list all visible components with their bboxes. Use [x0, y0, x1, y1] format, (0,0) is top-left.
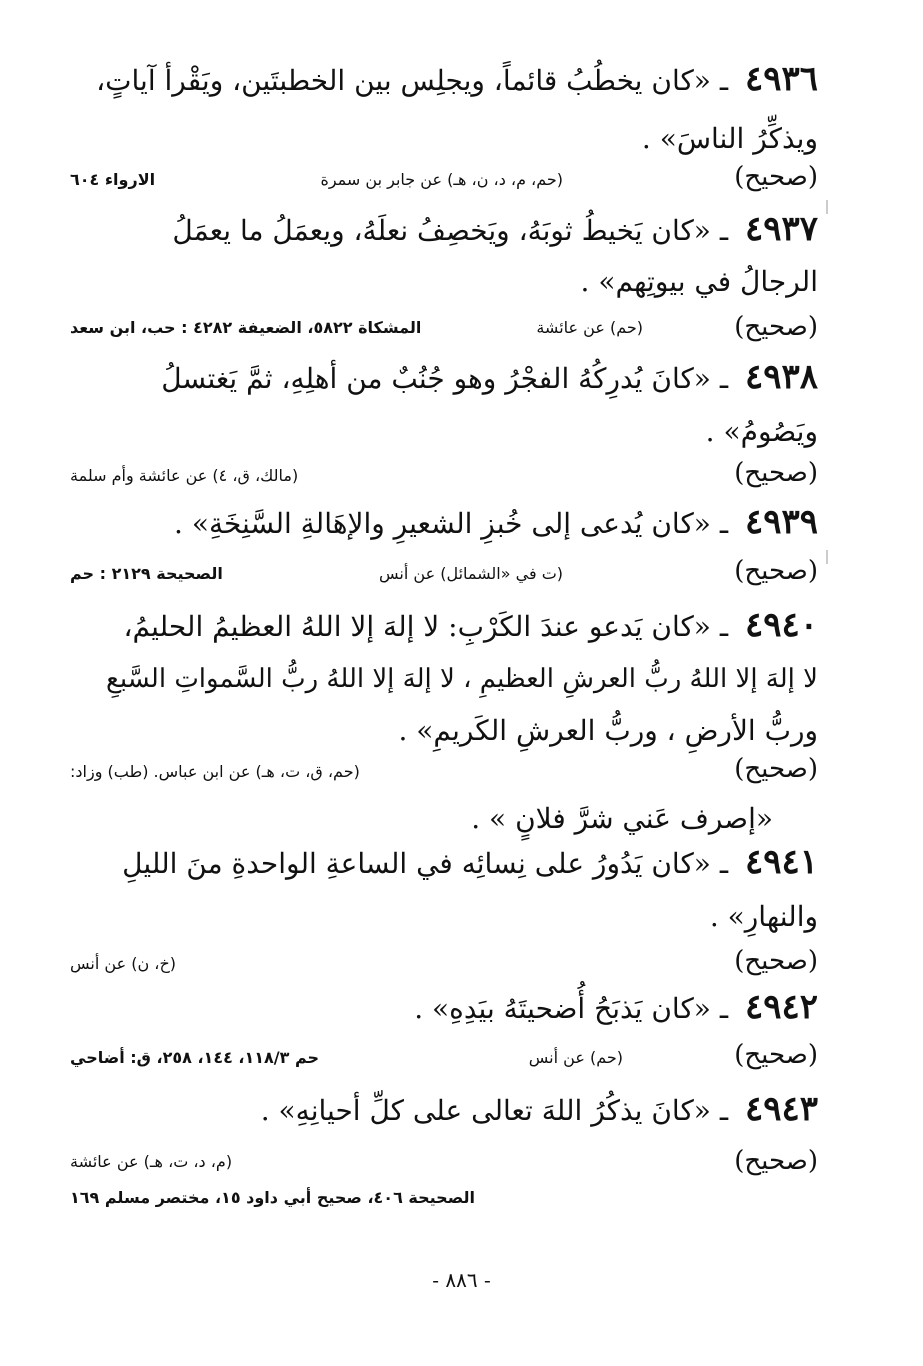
hadith-text: «كان يَدُورُ على نِسائِه في الساعةِ الواحدةِ منَ الليلِ: [122, 847, 711, 880]
hadith-number: ٤٩٤١: [744, 842, 818, 882]
hadith-text-continuation: الرجالُ في بيوتِهم» .: [580, 265, 818, 298]
hadith-text-continuation: لا إلهَ إلا اللهُ ربُّ العرشِ العظيمِ ، لا إلهَ إلا اللهُ ربُّ السَّمواتِ السَّبعِ: [106, 664, 818, 694]
hadith-number: ٤٩٣٦: [744, 59, 818, 99]
hadith-text-continuation: وربُّ الأرضِ ، وربُّ العرشِ الكَريمِ» .: [398, 714, 818, 747]
hadith-text: «كانَ يُدرِكُهُ الفجْرُ وهو جُنُبٌ من أهلِهِ، ثمَّ يَغتسلُ: [161, 362, 711, 395]
margin-mark: [826, 550, 828, 564]
grade-label: (صحيح): [734, 312, 818, 342]
page-number: - ٨٨٦ -: [432, 1268, 491, 1292]
hadith-text: «كان يَخيطُ ثوبَهُ، ويَخصِفُ نعلَهُ، ويعمَلُ ما يعمَلُ: [172, 214, 711, 247]
source-attribution: (حم، م، د، ن، هـ) عن جابر بن سمرة: [320, 170, 563, 189]
hadith-line: [103, 357, 818, 397]
hadith-addition: «إصرف عَني شرَّ فلانٍ » .: [471, 802, 773, 835]
references: حم ١١٨/٣، ١٤٤، ٢٥٨، ق: أضاحي: [70, 1048, 320, 1067]
hadith-separator: ـ: [710, 214, 729, 247]
references: الصحيحة ٤٠٦، صحيح أبي داود ١٥، مختصر مسلم ١٦٩: [70, 1188, 475, 1207]
hadith-text: «كان يخطُبُ قائماً، ويجلِس بين الخطبتَين، ويَقْرأ آياتٍ،: [96, 64, 711, 97]
source-attribution: (خ، ن) عن أنس: [70, 954, 177, 973]
hadith-text: «كانَ يذكُرُ اللهَ تعالى على كلِّ أحيانِهِ» .: [260, 1094, 711, 1127]
hadith-line: [103, 842, 818, 882]
hadith-number: ٤٩٤٢: [744, 987, 818, 1027]
grade-label: (صحيح): [734, 1040, 818, 1070]
hadith-text: «كان يَدعو عندَ الكَرْبِ: لا إلهَ إلا اللهُ العظيمُ الحليمُ،: [123, 610, 711, 643]
hadith-line: [103, 605, 818, 645]
source-attribution: (ت في «الشمائل) عن أنس: [379, 564, 563, 583]
grade-label: (صحيح): [734, 458, 818, 488]
source-attribution: (م، د، ت، هـ) عن عائشة: [70, 1152, 233, 1171]
hadith-number: ٤٩٤٣: [744, 1089, 818, 1129]
references: المشكاة ٥٨٢٢، الضعيفة ٤٢٨٢ : حب، ابن سعد: [70, 318, 422, 337]
hadith-separator: ـ: [710, 64, 729, 97]
hadith-line: [103, 1089, 818, 1129]
hadith-separator: ـ: [710, 507, 729, 540]
hadith-separator: ـ: [710, 362, 729, 395]
source-attribution: (حم) عن أنس: [528, 1048, 623, 1067]
source-attribution: (حم، ق، ت، هـ) عن ابن عباس. (طب) وزاد:: [70, 762, 360, 781]
hadith-separator: ـ: [710, 847, 729, 880]
hadith-line: [103, 987, 818, 1027]
references: الصحيحة ٢١٢٩ : حم: [70, 564, 223, 583]
references: الارواء ٦٠٤: [70, 170, 156, 189]
grade-label: (صحيح): [734, 754, 818, 784]
hadith-line: [103, 502, 818, 542]
hadith-number: ٤٩٤٠: [744, 605, 818, 645]
margin-mark: [826, 200, 828, 214]
grade-label: (صحيح): [734, 162, 818, 192]
hadith-text: «كان يُدعى إلى خُبزِ الشعيرِ والإهَالةِ السَّنِخَةِ» .: [174, 507, 711, 540]
hadith-text-continuation: ويذكِّرُ الناسَ» .: [641, 122, 818, 155]
hadith-separator: ـ: [710, 992, 729, 1025]
grade-label: (صحيح): [734, 556, 818, 586]
hadith-separator: ـ: [710, 610, 729, 643]
source-attribution: (حم) عن عائشة: [536, 318, 643, 337]
hadith-text-continuation: ويَصُومُ» .: [705, 415, 818, 448]
grade-label: (صحيح): [734, 1146, 818, 1176]
hadith-separator: ـ: [710, 1094, 729, 1127]
hadith-line: [103, 209, 818, 249]
hadith-number: ٤٩٣٨: [744, 357, 818, 397]
grade-label: (صحيح): [734, 946, 818, 976]
source-attribution: (مالك، ق، ٤) عن عائشة وأم سلمة: [70, 466, 299, 485]
hadith-text-continuation: والنهارِ» .: [709, 900, 818, 933]
hadith-number: ٤٩٣٩: [744, 502, 818, 542]
hadith-text: «كان يَذبَحُ أُضحيتَهُ بيَدِهِ» .: [414, 992, 711, 1025]
hadith-number: ٤٩٣٧: [744, 209, 818, 249]
hadith-line: [96, 59, 818, 99]
